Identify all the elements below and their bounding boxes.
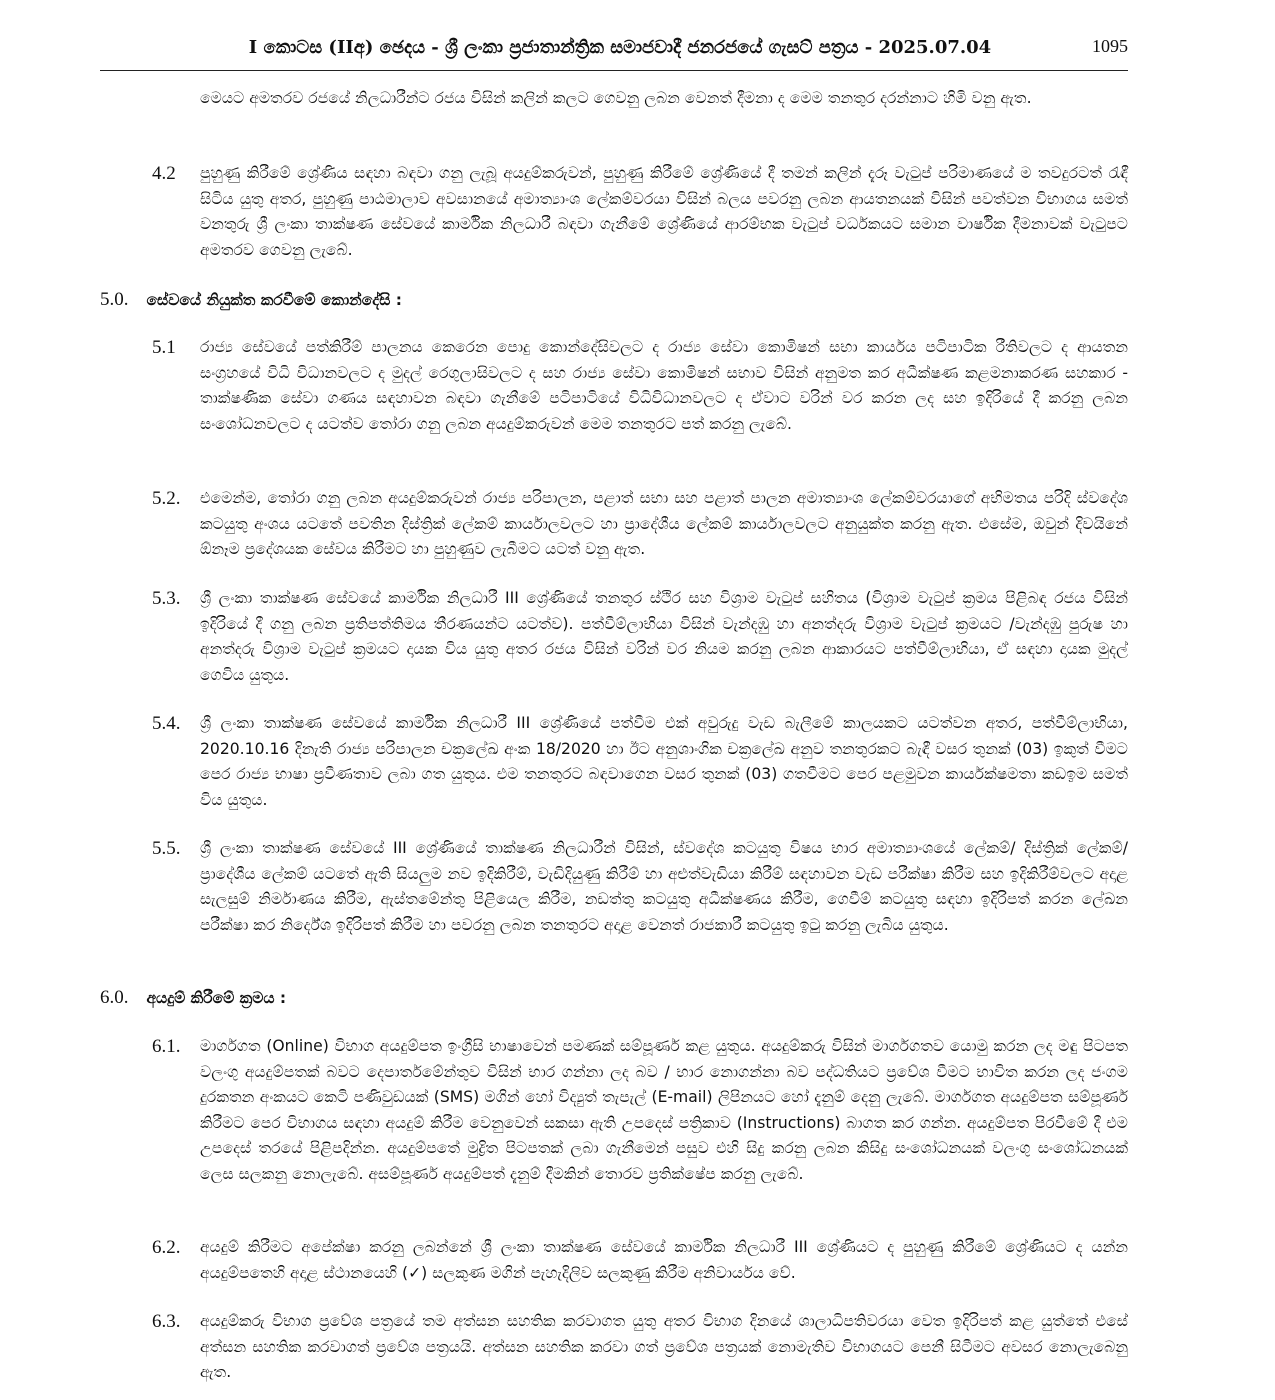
clause-number-5-1: 5.1: [152, 337, 176, 358]
clause-number-6-1: 6.1.: [152, 1036, 181, 1057]
page-number: 1095: [1092, 36, 1128, 56]
section-heading-6: [100, 985, 286, 1011]
clause-4-2-text: පුහුණු කිරීමේ ශ්‍රේණිය සඳහා බඳවා ගනු ලැබූ අයදුම්කරුවන්, පුහුණු කිරීමේ ශ්‍රේණියේ දී තමන් කලින් දැරූ වැටුප් පරිමාණයේ ම තවදුරටත් රැඳී සිටිය යුතු අතර, පුහුණු පාඨමාලාව අවසානයේ අමාත්‍යාංශ ලේකම්වරයා විසින් බලය පවරනු ලබන ආයතනයක් විසින් පවත්වන විභාගය සමත් වනතුරු ශ්‍රී ලංකා තාක්ෂණ සේවයේ කාර්මික නිලධාරී බඳවා ගැනීමේ ශ්‍රේණියේ ආරම්භක වැටුප් වර්ධකයට සමාන වාර්ෂික දීමනාවක් වැටුපට අමතරව ගෙවනු ලැබේ.: [200, 164, 1128, 259]
clause-5-2-text: එමෙන්ම, තෝරා ගනු ලබන අයදුම්කරුවන් රාජ්‍ය පරිපාලන, පළාත් සභා සහ පළාත් පාලන අමාත්‍යාංශ ලේකම්වරයාගේ අභිමතය පරිදි ස්වදේශ කටයුතු අංශය යටතේ පවතින දිස්ත්‍රික් ලේකම් කාර්යාලවලට හා ප්‍රාදේශීය ලේකම් කාර්යාලවලට අනුයුක්ත කරනු ඇත. එසේම, ඔවුන් දිවයිනේ ඕනෑම ප්‍රදේශයක සේවය කිරීමට හා පුහුණුව ලැබීමට යටත් වනු ඇත.: [200, 489, 1128, 558]
clause-5-1-text: රාජ්‍ය සේවයේ පත්කිරීම් පාලනය කෙරෙන පොදු කොන්දේසිවලට ද රාජ්‍ය සේවා කොමිෂන් සභා කාර්යය පටිපාටික රීතිවලට ද ආයතන සංග්‍රහයේ විධි විධානවලට ද මුදල් රෙගුලාසිවලට ද සහ රාජ්‍ය සේවා කොමිෂන් සභාව විසින් අනුමත කර අධීක්ෂණ කළමනාකරණ සහකාර - තාක්ෂණික සේවා ගණය සඳහාවන බඳවා ගැනීමේ පටිපාටියේ විධිවිධානවලට ද ඒවාට වරින් වර කරන ලද සහ ඉදිරියේ දී කරනු ලබන සංශෝධනවලට ද යටත්ව තෝරා ගනු ලබන අයදුම්කරුවන් මෙම තනතුරට පත් කරනු ලැබේ.: [200, 338, 1128, 433]
section-title-5: සේවයේ නියුක්ත කරවීමේ කොන්දේසි :: [146, 291, 402, 309]
page-header: [100, 32, 1128, 71]
clause-5-3-text: ශ්‍රී ලංකා තාක්ෂණ සේවයේ කාර්මික නිලධාරී III ශ්‍රේණියේ තනතුර ස්ථිර සහ විශ්‍රාම වැටුප් සහිතය (විශ්‍රාම වැටුප් ක්‍රමය පිළිබඳ රජය විසින් ඉදිරියේ දී ගනු ලබන ප්‍රතිපත්තිමය තීරණයන්ට යටත්ව). පත්වීම්ලාභියා විසින් වැන්දඹු හා අනත්දරු විශ්‍රාම වැටුප් ක්‍රමයට /වැන්දඹු පුරුෂ හා අනත්දරු විශ්‍රාම වැටුප් ක්‍රමයට දායක විය යුතු අතර රජය විසින් වරින් වර නියම කරනු ලබන ආකාරයට පත්වීම්ලාභියා, ඒ සඳහා දායක මුදල් ගෙවිය යුතුය.: [200, 589, 1128, 684]
section-number-6: 6.0.: [100, 987, 129, 1008]
section-number-5: 5.0.: [100, 289, 129, 310]
clause-5-4-text: ශ්‍රී ලංකා තාක්ෂණ සේවයේ කාර්මික නිලධාරී III ශ්‍රේණියේ පත්වීම එක් අවුරුදු වැඩ බැලීමේ කාලයකට යටත්වන අතර, පත්වීම්ලාභියා, 2020.10.16 දිනැති රාජ්‍ය පරිපාලන චක්‍රලේඛ අංක 18/2020 හා ඊට අනුශාංගික චක්‍රලේඛ අනුව තනතුරකට බැඳී වසර තුනක් (03) ඉකුත් වීමට පෙර රාජ්‍ය භාෂා ප්‍රවීණතාව ලබා ගත යුතුය. එම තනතුරට බඳවාගෙන වසර තුනක් (03) ගතවීමට පෙර පළමුවන කාර්යක්ෂමතා කඩඉම සමත් විය යුතුය.: [200, 714, 1128, 809]
clause-number-5-3: 5.3.: [152, 588, 181, 609]
clause-number-4-2: 4.2: [152, 163, 176, 184]
paragraph-continuation: මෙයට අමතරව රජයේ නිලධාරීන්ට රජය විසින් කලින් කලට ගෙවනු ලබන වෙනත් දීමනා ද මෙම තනතුර දරන්නාට හිමි වනු ඇත.: [200, 89, 1032, 107]
clause-6-2-text: අයදුම් කිරීමට අපේක්ෂා කරනු ලබන්නේ ශ්‍රී ලංකා තාක්ෂණ සේවයේ කාර්මික නිලධාරී III ශ්‍රේණියට ද පුහුණු කිරීමේ ශ්‍රේණියට ද යන්න අයදුම්පතෙහි අදාළ ස්ථානයෙහි (✓) සලකුණ මගින් පැහැදිලිව සලකුණු කිරීම අනිවාර්යය වේ.: [200, 1238, 1128, 1282]
clause-number-6-3: 6.3.: [152, 1311, 181, 1332]
header-title: I කොටස (IIඅ) ඡෙදය - ශ්‍රී ලංකා ප්‍රජාතාන්ත්‍රික සමාජවාදී ජනරජයේ ගැසට් පත්‍රය - 2025.07.04: [248, 37, 992, 58]
section-heading-5: [100, 287, 402, 313]
clause-number-5-5: 5.5.: [152, 838, 181, 859]
clause-6-1-text: මාර්ගගත (Online) විභාග අයදුම්පත ඉංග්‍රීසි භාෂාවෙන් පමණක් සම්පූර්ණ කළ යුතුය. අයදුම්කරු විසින් මාර්ගගතව යොමු කරන ලද මඳු පිටපත වලංගු අයදුම්පතක් බවට දෙපාර්තමේන්තුව විසින් භාර ගන්නා ලද බව / භාර නොගන්නා බව පද්ධතියට ප්‍රවේශ වීමට භාවිත කරන ලද ජංගම දුරකතන අංකයට කෙටි පණිවුඩයක් (SMS) මගින් හෝ විද්‍යුත් තැපැල් (E-mail) ලිපිනයට හෝ දැනුම් දෙනු ලැබේ. මාර්ගගත අයදුම්පත සම්පූර්ණ කිරීමට පෙර විභාගය සඳහා අයදුම් කිරීම වෙනුවෙන් සකසා ඇති උපදෙස් පත්‍රිකාව (Instructions) බාගත කර ගන්න. අයදුම්පත පිරවීමේ දී එම උපදෙස් තරයේ පිළිපදින්න. අයදුම්පතේ මුද්‍රිත පිටපතක් ලබා ගැනීමෙන් පසුව එහි සිදු කරනු ලබන කිසිදු සංශෝධනයක් වලංගු සංශෝධනයක් ලෙස සලකනු නොලැබේ. අසම්පූර්ණ අයදුම්පත් දැනුම් දීමකින් තොරව ප්‍රතික්ෂේප කරනු ලැබේ.: [200, 1037, 1128, 1183]
section-title-6: අයදුම් කිරීමේ ක්‍රමය :: [146, 989, 287, 1007]
clause-6-3-text: අයදුම්කරු විභාග ප්‍රවේශ පත්‍රයේ තම අත්සන සහතික කරවාගත යුතු අතර විභාග දිනයේ ශාලාධිපතිවරයා වෙත ඉදිරිපත් කළ යුත්තේ එසේ අත්සන සහතික කරවාගත් ප්‍රවේශ පත්‍රයයි. අත්සන සහතික කරවා ගත් ප්‍රවේශ පත්‍රයක් නොමැතිව විභාගයට පෙනී සිටීමට අවසර නොලැබෙනු ඇත.: [200, 1312, 1128, 1381]
clause-number-5-2: 5.2.: [152, 488, 181, 509]
clause-number-5-4: 5.4.: [152, 713, 181, 734]
clause-number-6-2: 6.2.: [152, 1237, 181, 1258]
clause-5-5-text: ශ්‍රී ලංකා තාක්ෂණ සේවයේ III ශ්‍රේණියේ තාක්ෂණ නිලධාරීන් විසින්, ස්වදේශ කටයුතු විෂය භාර අමාත්‍යාංශයේ ලේකම්/ දිස්ත්‍රික් ලේකම්/ ප්‍රාදේශීය ලේකම් යටතේ ඇති සියලුම නව ඉදිකිරීම්, වැඩිදියුණු කිරීම් හා අළුත්වැඩියා කිරීම් සඳහාවන වැඩ පරීක්ෂා කිරීම සහ ඉදිකිරීම්වලට අදාළ සැලසුම් නිර්මාණය කිරීම, ඇස්තමේන්තු පිළියෙල කිරීම, නඩත්තු කටයුතු අධීක්ෂණය කිරීම, ගෙවීම් කටයුතු සඳහා ඉදිරිපත් කරන ලේඛන පරීක්ෂා කර නිර්දේශ ඉදිරිපත් කිරීම හා පවරනු ලබන තනතුරට අදාළ වෙනත් රාජකාරී කටයුතු ඉටු කරනු ලැබිය යුතුය.: [200, 839, 1128, 934]
